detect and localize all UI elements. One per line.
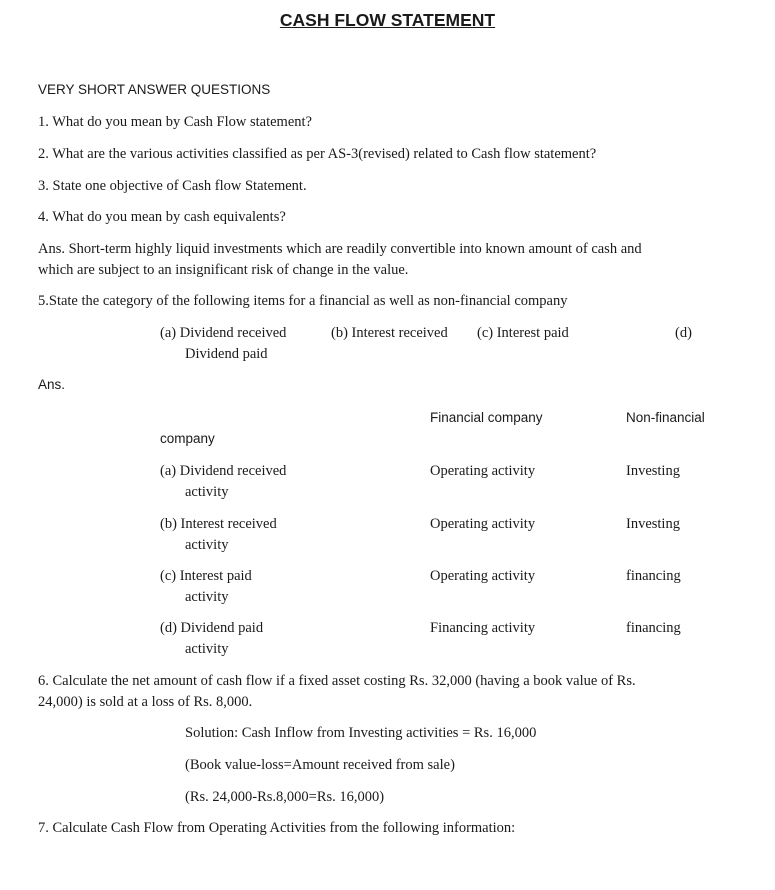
table-row-a-continuation: activity <box>185 484 229 500</box>
q5-item-d-text: Dividend paid <box>185 346 268 362</box>
question-6-line-1: 6. Calculate the net amount of cash flow if a fixed asset costing Rs. 32,000 (having a book value of Rs. <box>38 673 636 689</box>
header-company-continuation: company <box>160 431 215 446</box>
table-row-d-nonfinancial: financing <box>626 620 681 636</box>
table-row-d-item: (d) Dividend paid <box>160 620 264 636</box>
table-row-b-item: (b) Interest received <box>160 516 277 532</box>
answer-label: Ans. <box>38 377 66 392</box>
table-row-c-continuation: activity <box>185 589 229 605</box>
table-row-b-financial: Operating activity <box>430 516 536 532</box>
header-financial-company: Financial company <box>430 410 543 425</box>
table-row-c-item: (c) Interest paid <box>160 568 252 584</box>
table-row-a-nonfinancial: Investing <box>626 463 680 479</box>
table-row-b-nonfinancial: Investing <box>626 516 680 532</box>
q5-item-b: (b) Interest received <box>331 325 448 341</box>
page-title: CASH FLOW STATEMENT <box>279 10 496 30</box>
table-row-c-nonfinancial: financing <box>626 568 681 584</box>
question-4-answer-line-2: which are subject to an insignificant risk of change in the value. <box>38 262 409 278</box>
table-row-d-financial: Financing activity <box>430 620 536 636</box>
section-heading: VERY SHORT ANSWER QUESTIONS <box>38 82 271 97</box>
question-6-line-2: 24,000) is sold at a loss of Rs. 8,000. <box>38 694 253 710</box>
header-non-financial: Non-financial <box>626 410 705 425</box>
q5-item-c: (c) Interest paid <box>477 325 569 341</box>
q5-item-d-label: (d) <box>675 325 692 341</box>
question-7: 7. Calculate Cash Flow from Operating Activities from the following information: <box>38 820 516 836</box>
table-row-d-continuation: activity <box>185 641 229 657</box>
question-1: 1. What do you mean by Cash Flow statement? <box>38 114 312 130</box>
question-6-note-2: (Rs. 24,000-Rs.8,000=Rs. 16,000) <box>185 789 385 805</box>
question-3: 3. State one objective of Cash flow Statement. <box>38 178 307 194</box>
question-6-solution: Solution: Cash Inflow from Investing activities = Rs. 16,000 <box>185 725 537 741</box>
table-row-a-financial: Operating activity <box>430 463 536 479</box>
question-6-note-1: (Book value-loss=Amount received from sale) <box>185 757 455 773</box>
question-4: 4. What do you mean by cash equivalents? <box>38 209 286 225</box>
q5-item-a: (a) Dividend received <box>160 325 287 341</box>
table-row-b-continuation: activity <box>185 537 229 553</box>
question-4-answer-line-1: Ans. Short-term highly liquid investments which are readily convertible into known amount of cash and <box>38 241 642 257</box>
question-2: 2. What are the various activities classified as per AS-3(revised) related to Cash flow statement? <box>38 146 597 162</box>
table-row-c-financial: Operating activity <box>430 568 536 584</box>
question-5: 5.State the category of the following items for a financial as well as non-financial company <box>38 293 568 309</box>
table-row-a-item: (a) Dividend received <box>160 463 287 479</box>
